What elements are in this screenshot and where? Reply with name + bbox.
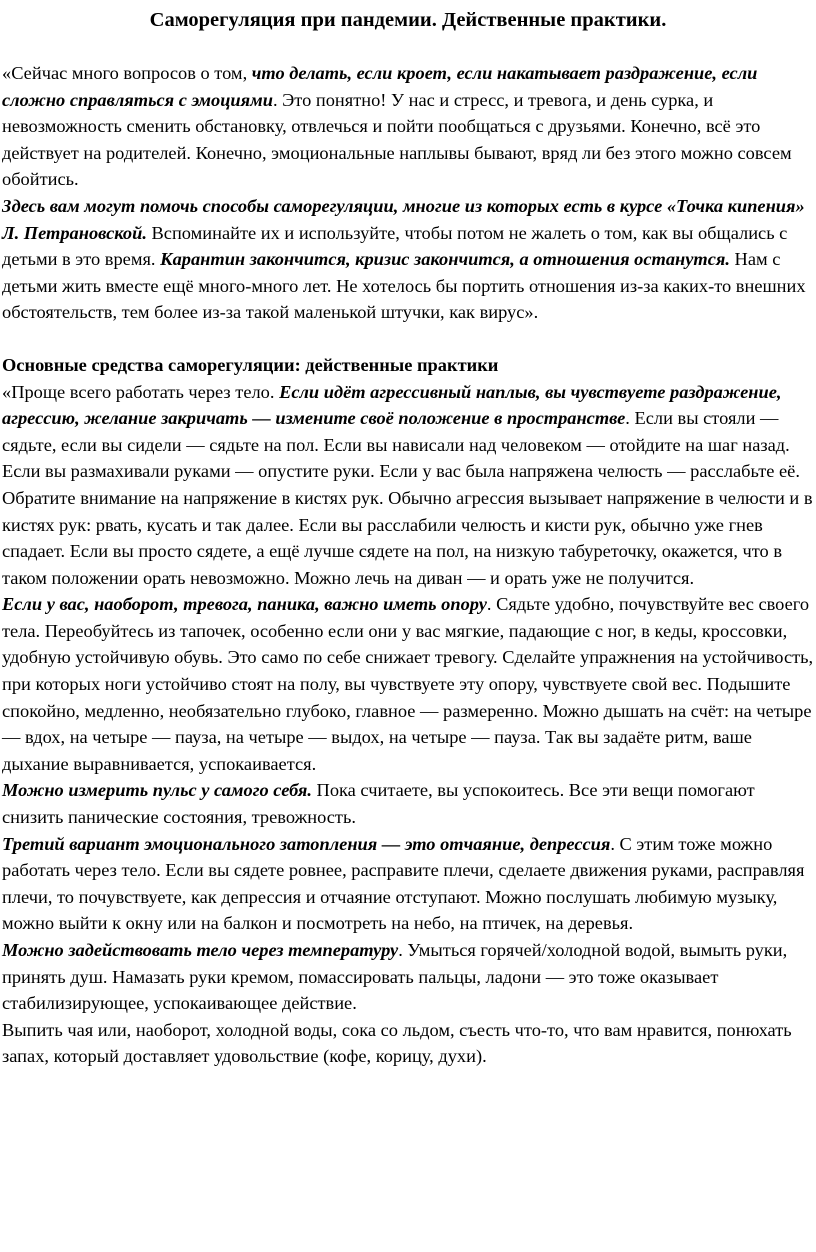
text-run: . Если вы стояли — сядьте, если вы сидели — сядьте на пол. Если вы нависали над человеком — отойдите на шаг назад. Если вы размахивали руками — опустите руки. Если у вас была напряжена челюсть — расслабьте её. Обратите внимание на напряжение в кистях рук. Обычно агрессия вызывает напряжение в челюсти и в кистях рук: рвать, кусать и так далее. Если вы расслабили челюсть и кисти рук, обычно уже гнев спадает. Если вы просто сядете, а ещё лучше сядете на пол, на низкую табуреточку, окажется, что в таком положении орать невозможно. Можно лечь на диван — и орать уже не получится. (2, 408, 813, 588)
emphasis-text: Карантин закончится, кризис закончится, а отношения останутся. (160, 249, 730, 270)
section-heading: Основные средства саморегуляции: действенные практики (2, 354, 499, 375)
paragraph (2, 60, 814, 193)
paragraph (2, 831, 814, 937)
paragraph (2, 193, 814, 326)
text-run: Выпить чая или, наоборот, холодной воды, сока со льдом, съесть что-то, что вам нравится, понюхать запах, который доставляет удовольствие (кофе, корицу, духи). (2, 1019, 792, 1067)
emphasis-text: что делать, если кроет, если накатывает раздражение, если сложно справляться с эмоциями (2, 63, 758, 110)
document-title: Саморегуляция при пандемии. Действенные практики. (149, 9, 667, 31)
emphasis-text: Здесь вам могут помочь способы саморегуляции, многие из которых есть в курсе «Точка кипения» Л. Петрановской. (2, 195, 805, 243)
text-run: Вспоминайте их и используйте, чтобы потом не жалеть о том, как вы общались с детьми в это время. (2, 222, 788, 270)
paragraph (2, 937, 814, 1017)
text-run: . Сядьте удобно, почувствуйте вес своего тела. Переобуйтесь из тапочек, особенно если они у вас мягкие, падающие с ног, в кеды, кроссовки, удобную устойчивую обувь. Это само по себе снижает тревогу. Сделайте упражнения на устойчивость, при которых ноги устойчиво стоят на полу, вы чувствуете эту опору, чувствуете свой вес. Подышите спокойно, медленно, необязательно глубоко, главное — размеренно. Можно дышать на счёт: на четыре — вдох, на четыре — пауза, на четыре — выдох, на четыре — пауза. Так вы задаёте ритм, ваше дыхание выравнивается, успокаивается. (2, 594, 814, 774)
text-run: . С этим тоже можно работать через тело. Если вы сядете ровнее, расправите плечи, сделаете движения руками, расправляя плечи, то почувствуете, как депрессия и отчаяние отступают. Можно послушать любимую музыку, можно выйти к окну или на балкон и посмотреть на небо, на птичек, на деревья. (2, 833, 805, 934)
paragraph (2, 777, 814, 830)
emphasis-text: Можно измерить пульс у самого себя. (2, 780, 312, 801)
emphasis-text: Если у вас, наоборот, тревога, паника, важно иметь опору (2, 594, 487, 615)
paragraph (2, 1017, 814, 1070)
text-run: Пока считаете, вы успокоитесь. Все эти вещи помогают снизить панические состояния, тревожность. (2, 780, 755, 828)
text-run: «Сейчас много вопросов о том, (2, 63, 252, 83)
text-run: . Это понятно! У нас и стресс, и тревога, и день сурка, и невозможность сменить обстановку, отвлечься и пойти пообщаться с друзьями. Конечно, всё это действует на родителей. Конечно, эмоциональные наплывы бывают, вряд ли без этого можно совсем обойтись. (2, 89, 792, 190)
text-run: «Проще всего работать через тело. (2, 381, 280, 402)
emphasis-text: Третий вариант эмоционального затопления — это отчаяние, депрессия (2, 833, 611, 854)
text-run: Нам с детьми жить вместе ещё много-много лет. Не хотелось бы портить отношения из-за каких-то внешних обстоятельств, тем более из-за такой маленькой штучки, как вирус». (2, 249, 806, 323)
intro-section (2, 60, 814, 326)
paragraph (2, 379, 814, 592)
section-gap (2, 326, 814, 352)
paragraph (2, 591, 814, 777)
emphasis-text: Если идёт агрессивный наплыв, вы чувствуете раздражение, агрессию, желание закричать — измените своё положение в пространстве (2, 381, 782, 429)
text-run: . Умыться горячей/холодной водой, вымыть руки, принять душ. Намазать руки кремом, помассировать пальцы, ладони — это тоже оказывает стабилизирующее, успокаивающее действие. (2, 940, 788, 1014)
emphasis-text: Можно задействовать тело через температуру (2, 940, 399, 960)
body-section (2, 379, 814, 1070)
